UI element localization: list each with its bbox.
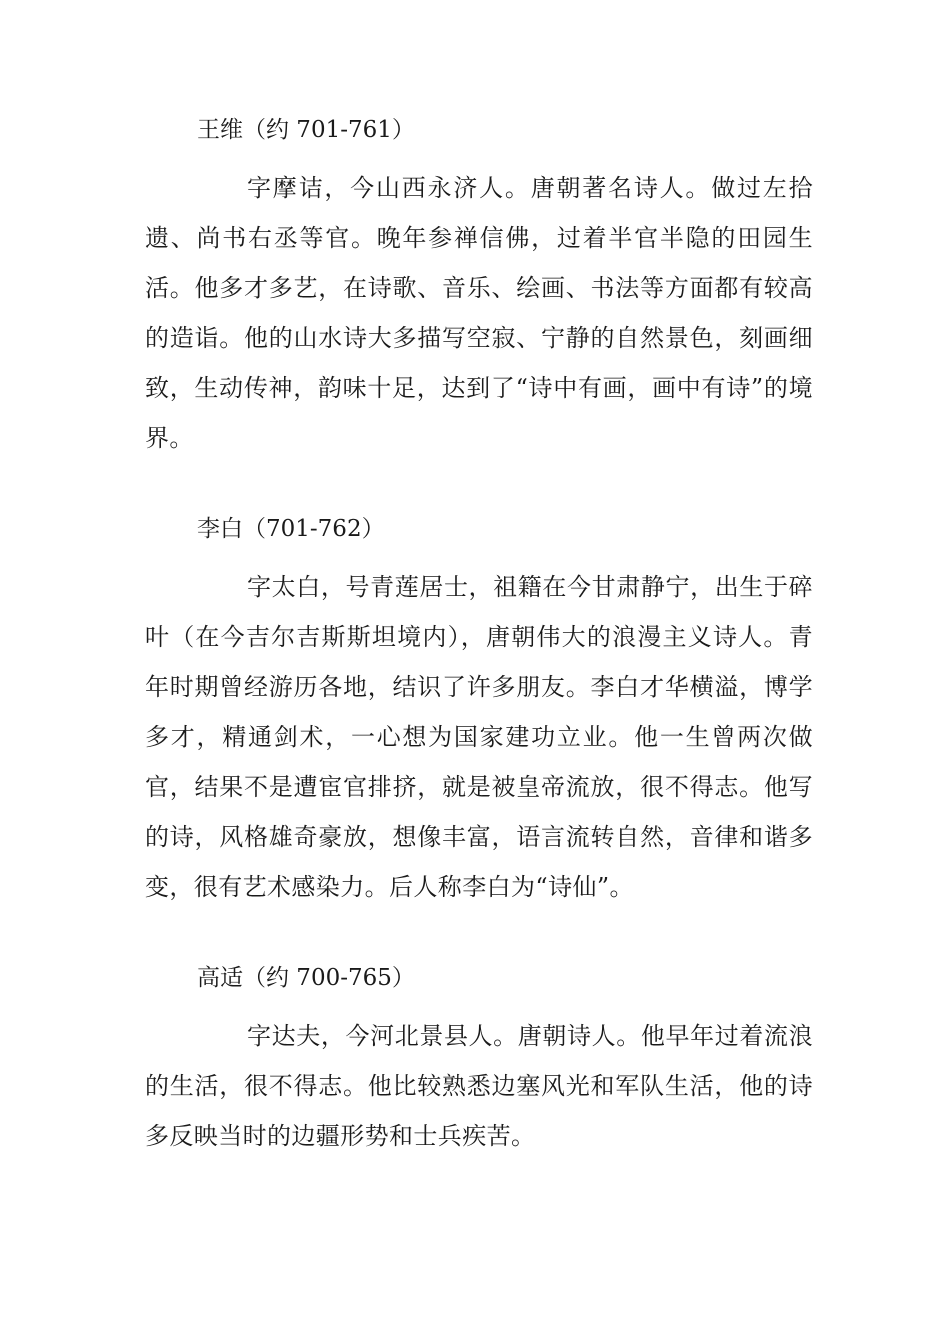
poet-biography: 字太白，号青莲居士，祖籍在今甘肃静宁，出生于碎叶（在今吉尔吉斯斯坦境内），唐朝伟大的浪漫主义诗人。青年时期曾经游历各地，结识了许多朋友。李白才华横溢，博学多才，精通剑术，一心想为国家建功立业。他一生曾两次做官，结果不是遭宦官排挤，就是被皇帝流放，很不得志。他写的诗，风格雄奇豪放，想像丰富，语言流转自然，音律和谐多变，很有艺术感染力。后人称李白为“诗仙”。 xyxy=(145,573,813,901)
poet-biography: 字摩诘，今山西永济人。唐朝著名诗人。做过左拾遗、尚书右丞等官。晚年参禅信佛，过着半官半隐的田园生活。他多才多艺，在诗歌、音乐、绘画、书法等方面都有较高的造诣。他的山水诗大多描写空寂、宁静的自然景色，刻画细致，生动传神，韵味十足，达到了“诗中有画，画中有诗”的境界。 xyxy=(145,174,813,452)
poet-heading: 高适（约 700-765） xyxy=(197,965,415,991)
poet-entry-wang-wei xyxy=(145,113,813,463)
poet-entry-li-bai xyxy=(145,512,813,912)
poet-biography: 字达夫，今河北景县人。唐朝诗人。他早年过着流浪的生活，很不得志。他比较熟悉边塞风光和军队生活，他的诗多反映当时的边疆形势和士兵疾苦。 xyxy=(145,1022,813,1150)
poet-heading: 王维（约 701-761） xyxy=(197,117,415,143)
poet-heading: 李白（701-762） xyxy=(197,516,385,542)
poet-entry-gao-shi xyxy=(145,961,813,1161)
